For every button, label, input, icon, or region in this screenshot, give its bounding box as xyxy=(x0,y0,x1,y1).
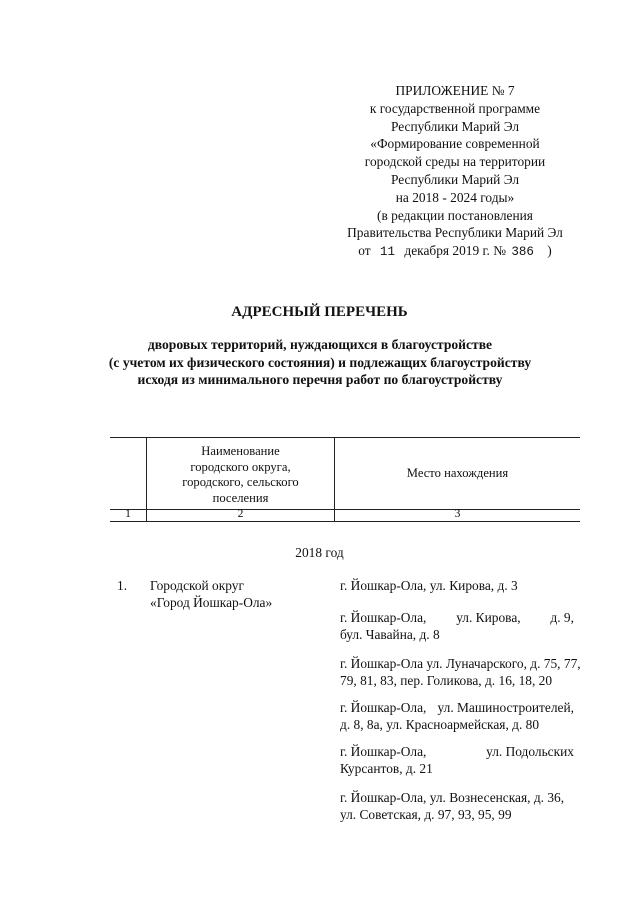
district-line: «Город Йошкар-Ола» xyxy=(150,594,273,610)
appendix-date-line xyxy=(330,242,580,262)
address-word: д. 9, xyxy=(550,610,574,625)
header-district-line: Наименование xyxy=(201,444,280,458)
address-word: г. Йошкар-Ола, xyxy=(340,700,427,715)
header-location: Место нахождения xyxy=(406,466,509,480)
subtitle-line: (с учетом их физического состояния) и подлежащих благоустройству xyxy=(108,354,532,370)
address-item xyxy=(340,610,574,644)
subtitle-line: дворовых территорий, нуждающихся в благоустройстве xyxy=(147,337,493,352)
appendix-line: Республики Марий Эл xyxy=(390,118,520,134)
date-rest: декабря 2019 г. № xyxy=(404,243,506,259)
address-line xyxy=(340,610,574,627)
address-line: д. 8, 8а, ул. Красноармейская, д. 80 xyxy=(340,716,540,732)
address-line: 79, 81, 83, пер. Голикова, д. 16, 18, 20 xyxy=(340,672,553,688)
document-title: АДРЕСНЫЙ ПЕРЕЧЕНЬ xyxy=(231,304,408,320)
address-line: бул. Чавайна, д. 8 xyxy=(340,626,440,642)
appendix-line: городской среды на территории xyxy=(364,154,546,170)
appendix-line: ПРИЛОЖЕНИЕ № 7 xyxy=(395,83,515,98)
header-district-line: поселения xyxy=(212,490,269,505)
appendix-line: к государственной программе xyxy=(369,100,541,116)
address-line: г. Йошкар-Ола ул. Луначарского, д. 75, 77, xyxy=(340,656,581,671)
header-district-line: городского округа, xyxy=(190,459,291,474)
address-line: г. Йошкар-Ола, ул. Вознесенская, д. 36, xyxy=(340,790,565,805)
subtitle-line: исходя из минимального перечня работ по благоустройству xyxy=(137,372,503,388)
address-line: г. Йошкар-Ола, ул. Кирова, д. 3 xyxy=(340,578,518,593)
table-number-rule xyxy=(110,521,580,522)
address-word: ул. Машиностроителей, xyxy=(437,700,574,715)
address-item xyxy=(340,656,581,690)
date-close: ) xyxy=(547,243,552,259)
address-line: ул. Советская, д. 97, 93, 95, 99 xyxy=(340,806,512,822)
address-line: Курсантов, д. 21 xyxy=(340,760,433,776)
section-year: 2018 год xyxy=(295,545,344,560)
document-subtitle xyxy=(60,336,580,389)
address-word: г. Йошкар-Ола, xyxy=(340,744,427,759)
col-number: 2 xyxy=(237,508,244,520)
col-number: 3 xyxy=(454,508,461,520)
appendix-line: на 2018 - 2024 годы» xyxy=(395,189,515,205)
address-item xyxy=(340,700,574,734)
address-line xyxy=(340,744,574,761)
header-district xyxy=(147,444,334,506)
address-item xyxy=(340,578,574,595)
row-number: 1. xyxy=(117,578,128,593)
doc-number: 386 xyxy=(511,245,534,260)
appendix-line: Республики Марий Эл xyxy=(390,171,520,187)
date-prefix: от xyxy=(358,243,371,259)
appendix-line: «Формирование современной xyxy=(370,136,540,152)
appendix-line: (в редакции постановления xyxy=(377,207,533,223)
header-district-line: городского, сельского xyxy=(182,475,299,489)
district-name xyxy=(150,578,272,611)
date-day: 11 xyxy=(380,245,396,260)
appendix-header xyxy=(330,82,580,262)
address-line xyxy=(340,700,574,717)
address-word: г. Йошкар-Ола, xyxy=(340,610,427,625)
appendix-line: Правительства Республики Марий Эл xyxy=(347,225,563,241)
district-line: Городской округ xyxy=(150,578,244,593)
address-word: ул. Кирова, xyxy=(456,610,521,625)
address-word: ул. Подольских xyxy=(486,744,574,759)
address-item xyxy=(340,790,574,824)
address-item xyxy=(340,744,574,778)
table-top-rule xyxy=(110,437,580,438)
col-number: 1 xyxy=(125,508,131,520)
